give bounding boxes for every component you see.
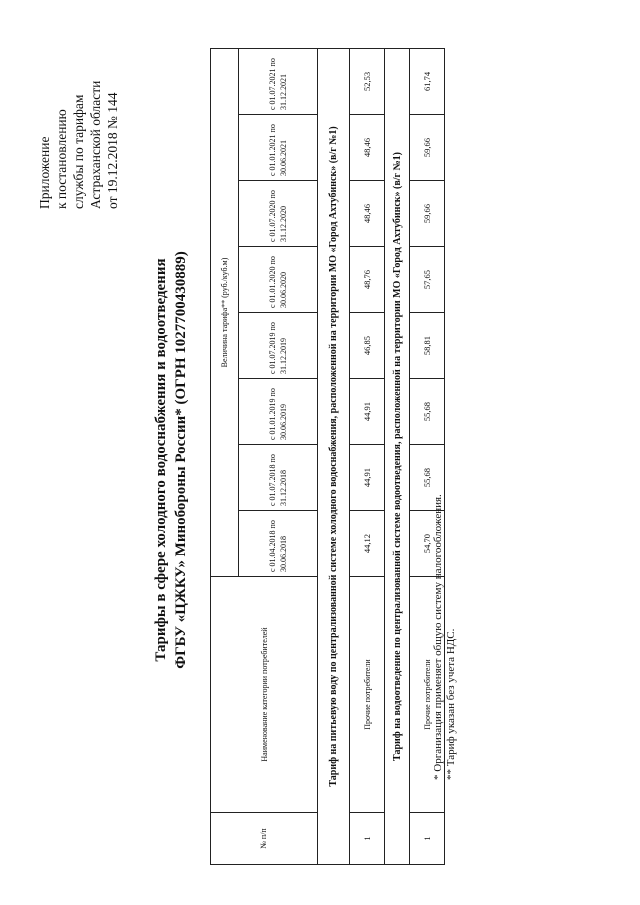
tariff-value: 44,91: [350, 379, 385, 445]
tariff-table: [210, 48, 445, 865]
annex-line: службы по тарифам: [71, 94, 86, 209]
period-header: с 01.01.2021 по 30.06.2021: [239, 115, 318, 181]
annex-block: [36, 9, 121, 209]
row-no: 1: [350, 813, 385, 865]
tariff-value: 58,81: [410, 313, 445, 379]
tariff-value: 46,85: [350, 313, 385, 379]
row-category: Прочие потребители: [410, 577, 445, 813]
period-header: с 01.07.2018 по 31.12.2018: [239, 445, 318, 511]
tariff-value: 44,91: [350, 445, 385, 511]
footnotes: [432, 494, 458, 780]
tariff-value: 55,68: [410, 445, 445, 511]
tariff-value: 57,65: [410, 247, 445, 313]
tariff-value: 61,74: [410, 48, 445, 114]
document-title: [151, 55, 191, 865]
annex-line: к постановлению: [54, 109, 69, 209]
tariff-value: 48,46: [350, 115, 385, 181]
section-title-sewage: Тариф на водоотведение по централизованной системе водоотведения, расположенной на территории МО «Город Ахтубинск» (в/г №1): [385, 48, 410, 864]
row-no: 1: [410, 813, 445, 865]
tariff-value: 44,12: [350, 511, 385, 577]
tariff-value: 59,66: [410, 115, 445, 181]
header-no: № п/п: [211, 813, 318, 865]
period-header: с 01.01.2019 по 30.06.2019: [239, 379, 318, 445]
annex-line: Астраханской области: [88, 80, 103, 209]
tariff-value: 48,76: [350, 247, 385, 313]
section-title-water: Тариф на питьевую воду по централизованной системе холодного водоснабжения, расположенной на территории МО «Город Ахтубинск» (в/г №1): [318, 48, 350, 864]
tariff-value: 54,70: [410, 511, 445, 577]
annex-line: от 19.12.2018 № 144: [105, 92, 120, 209]
tariff-value: 55,68: [410, 379, 445, 445]
header-category: Наименование категории потребителей: [211, 577, 318, 813]
title-line-1: Тарифы в сфере холодного водоснабжения и водоотведения: [153, 258, 169, 662]
period-header: с 01.01.2020 по 30.06.2020: [239, 247, 318, 313]
period-header: с 01.04.2018 по 30.06.2018: [239, 511, 318, 577]
tariff-value: 48,46: [350, 181, 385, 247]
footnote-2: ** Тариф указан без учета НДС.: [445, 628, 457, 780]
annex-line: Приложение: [37, 136, 52, 209]
period-header: с 01.07.2019 по 31.12.2019: [239, 313, 318, 379]
period-header: с 01.07.2020 по 31.12.2020: [239, 181, 318, 247]
footnote-1: * Организация применяет общую систему налогообложения.: [432, 494, 444, 780]
title-line-2: ФГБУ «ЦЖКУ» Минобороны России* (ОГРН 1027700430889): [173, 251, 189, 669]
tariff-value: 59,66: [410, 181, 445, 247]
period-header: с 01.07.2021 по 31.12.2021: [239, 48, 318, 114]
header-tariff: Величина тарифа** (руб./куб.м): [211, 48, 239, 576]
tariff-value: 52,53: [350, 48, 385, 114]
row-category: Прочие потребители: [350, 577, 385, 813]
